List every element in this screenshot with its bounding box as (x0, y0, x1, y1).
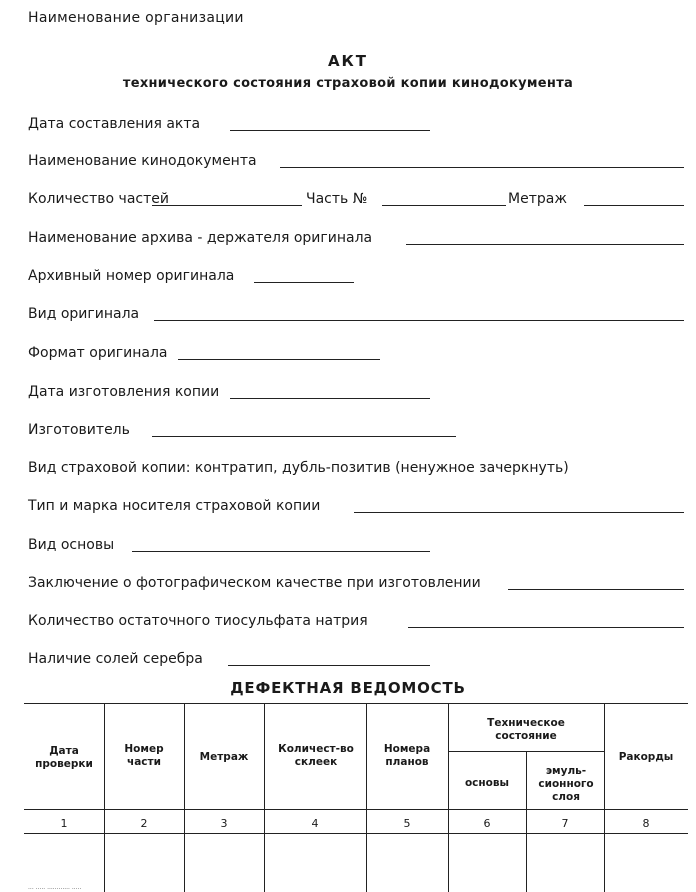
col-number-7: 7 (561, 817, 569, 830)
defect-table (24, 703, 688, 892)
carrier-type-line[interactable] (354, 512, 684, 513)
original-format-line[interactable] (178, 359, 380, 360)
col-divider-4 (366, 703, 367, 892)
organization-label: Наименование организации (28, 10, 244, 26)
field-date-compiled: Дата составления акта (28, 116, 688, 136)
field-silver-salts: Наличие солей серебра (28, 651, 688, 671)
field-original-format: Формат оригинала (28, 345, 688, 365)
col-header-footage: Метраж (199, 751, 249, 763)
manufacturer-line[interactable] (152, 436, 456, 437)
photo-quality-line[interactable] (508, 589, 684, 590)
archive-number-line[interactable] (254, 282, 354, 283)
col-number-8: 8 (642, 817, 650, 830)
print-mark: ... ..... ............ ..... (28, 884, 82, 891)
silver-salts-line[interactable] (228, 665, 430, 666)
field-insurance-copy-type: Вид страховой копии: контратип, дубль-позитив (ненужное зачеркнуть) (28, 460, 569, 476)
col-number-3: 3 (220, 817, 228, 830)
col-header-emulsion: эмуль-сионного слоя (538, 765, 594, 803)
part-no-label: Часть № (306, 191, 368, 207)
numbers-row-border (24, 833, 688, 834)
field-carrier-type: Тип и марка носителя страховой копии (28, 498, 688, 518)
field-archive-number: Архивный номер оригинала (28, 268, 688, 288)
col-divider-3 (264, 703, 265, 892)
field-copy-date: Дата изготовления копии (28, 384, 688, 404)
field-base-type: Вид основы (28, 537, 688, 557)
document-title: АКТ (327, 52, 369, 70)
field-photo-quality: Заключение о фотографическом качестве при изготовлении (28, 575, 688, 595)
field-archive-holder: Наименование архива - держателя оригинала (28, 230, 688, 250)
table-top-border (24, 703, 688, 704)
col-header-splices: Количест-во склеек (278, 743, 354, 768)
col-number-4: 4 (311, 817, 319, 830)
col-header-date: Дата проверки (35, 745, 93, 770)
document-subtitle: технического состояния страховой копии кинодокумента (122, 76, 574, 91)
film-name-line[interactable] (280, 167, 684, 168)
col-number-1: 1 (60, 817, 68, 830)
archive-holder-line[interactable] (406, 244, 684, 245)
col-divider-5 (448, 703, 449, 892)
defect-sheet-title: ДЕФЕКТНАЯ ВЕДОМОСТЬ (230, 679, 466, 697)
footage-line[interactable] (584, 205, 684, 206)
col-header-base: основы (464, 777, 510, 789)
col-divider-1 (104, 703, 105, 892)
header-bottom-border (24, 809, 688, 810)
col-divider-2 (184, 703, 185, 892)
field-original-type: Вид оригинала (28, 306, 688, 326)
field-film-name: Наименование кинодокумента (28, 153, 688, 173)
part-no-line[interactable] (382, 205, 506, 206)
col-header-part-number: Номер части (124, 743, 164, 768)
copy-date-line[interactable] (230, 398, 430, 399)
field-parts: Количество частей Часть № Метраж (28, 191, 688, 211)
thiosulfate-line[interactable] (408, 627, 684, 628)
col-number-5: 5 (403, 817, 411, 830)
col-divider-7 (604, 703, 605, 892)
footage-label: Метраж (508, 191, 567, 207)
date-compiled-line[interactable] (230, 130, 430, 131)
field-manufacturer: Изготовитель (28, 422, 688, 442)
field-thiosulfate: Количество остаточного тиосульфата натрия (28, 613, 688, 633)
original-type-line[interactable] (154, 320, 684, 321)
parts-count-line[interactable] (152, 205, 302, 206)
col-number-6: 6 (483, 817, 491, 830)
col-header-leaders: Ракорды (618, 751, 674, 763)
base-type-line[interactable] (132, 551, 430, 552)
col-header-plan-numbers: Номера планов (383, 743, 431, 768)
col-header-tech-state: Техническое состояние (487, 717, 565, 742)
col-number-2: 2 (140, 817, 148, 830)
